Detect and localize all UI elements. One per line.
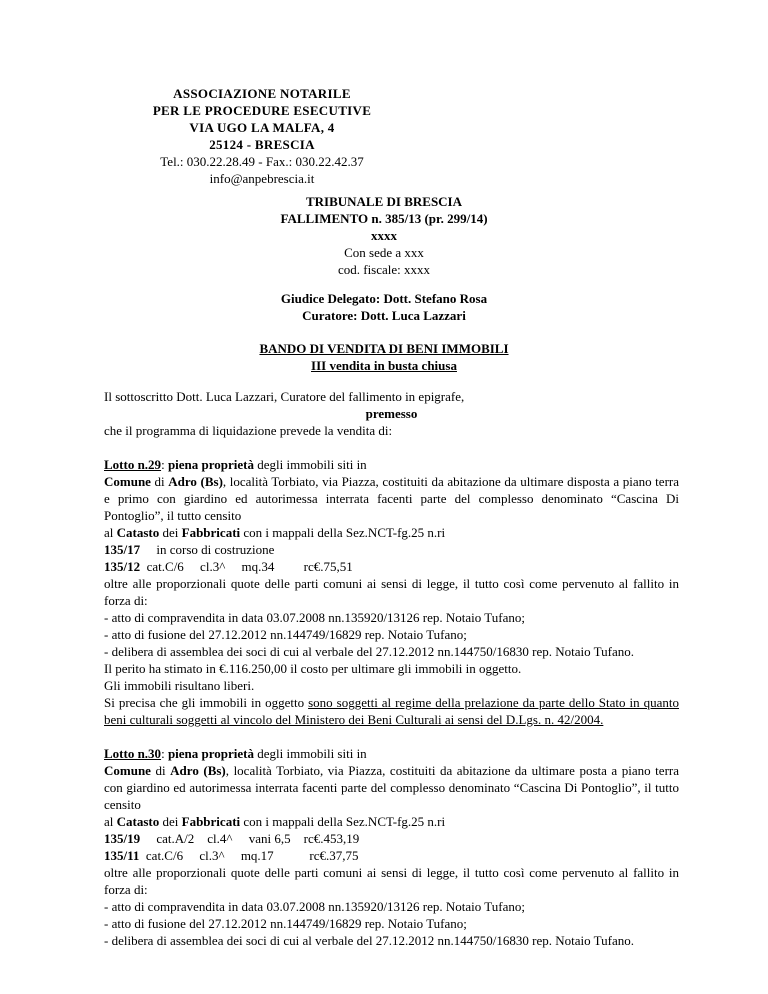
lot-30-label: Lotto n.30 — [104, 746, 162, 761]
association-email: info@anpebrescia.it — [209, 171, 315, 186]
lot-29-status: Gli immobili risultano liberi. — [104, 678, 255, 693]
intro-line-2: che il programma di liquidazione prevede la vendita di: — [104, 423, 393, 438]
lot-29-act-3: - delibera di assemblea dei soci di cui al verbale del 27.12.2012 nn.144750/16830 rep. Notaio Tufano. — [104, 644, 634, 659]
association-phone: Tel.: 030.22.28.49 - Fax.: 030.22.42.37 — [160, 154, 364, 169]
debtor-seat: Con sede a xxx — [344, 245, 424, 260]
association-header — [0, 85, 524, 187]
lot-30-parcel-1: 135/19 cat.A/2 cl.4^ vani 6,5 rc€.453,19 — [104, 831, 360, 846]
lot-29-cadastre: al Catasto dei Fabbricati con i mappali della Sez.NCT-fg.25 n.ri — [104, 525, 446, 540]
lot-29-parcel-1: 135/17 in corso di costruzione — [104, 542, 275, 557]
debtor-name: xxxx — [371, 228, 397, 243]
lot-29-heading: Lotto n.29: piena proprietà degli immobili siti in — [104, 457, 367, 472]
notice-subtitle: III vendita in busta chiusa — [311, 358, 457, 373]
lot-29-estimate: Il perito ha stimato in €.116.250,00 il costo per ultimare gli immobili in oggetto. — [104, 661, 522, 676]
lot-30-act-1: - atto di compravendita in data 03.07.2008 nn.135920/13126 rep. Notaio Tufano; — [104, 899, 525, 914]
notice-title-block — [0, 340, 768, 374]
lot-29-parcel-2: 135/12 cat.C/6 cl.3^ mq.34 rc€.75,51 — [104, 559, 353, 574]
lot-30-act-3: - delibera di assemblea dei soci di cui al verbale del 27.12.2012 nn.144750/16830 rep. Notaio Tufano. — [104, 933, 634, 948]
lot-30-parcel-2: 135/11 cat.C/6 cl.3^ mq.17 rc€.37,75 — [104, 848, 359, 863]
lot-29-act-2: - atto di fusione del 27.12.2012 nn.144749/16829 rep. Notaio Tufano; — [104, 627, 467, 642]
notice-title: BANDO DI VENDITA DI BENI IMMOBILI — [259, 341, 509, 356]
lot-30-act-2: - atto di fusione del 27.12.2012 nn.144749/16829 rep. Notaio Tufano; — [104, 916, 467, 931]
lot-29-act-1: - atto di compravendita in data 03.07.2008 nn.135920/13126 rep. Notaio Tufano; — [104, 610, 525, 625]
document-body — [104, 388, 679, 949]
lot-29-quote: oltre alle proporzionali quote delle parti comuni ai sensi di legge, il tutto così come pervenuto al fallito in forza di: — [104, 576, 679, 608]
bankruptcy-number: FALLIMENTO n. 385/13 (pr. 299/14) — [280, 211, 488, 226]
court-block — [0, 193, 768, 278]
lot-30-cadastre: al Catasto dei Fabbricati con i mappali della Sez.NCT-fg.25 n.ri — [104, 814, 446, 829]
officials-block — [0, 290, 768, 324]
lot-29-note: Si precisa che gli immobili in oggetto sono soggetti al regime della prelazione da parte dello Stato in quanto beni culturali soggetti al vincolo del Ministero dei Beni Culturali ai sensi del D.Lgs. n. 42/2004. — [104, 695, 679, 727]
association-subtitle: PER LE PROCEDURE ESECUTIVE — [152, 103, 372, 118]
association-address: VIA UGO LA MALFA, 4 — [189, 120, 335, 135]
intro-line: Il sottoscritto Dott. Luca Lazzari, Curatore del fallimento in epigrafe, — [104, 389, 465, 404]
premesso-heading: premesso — [365, 406, 418, 421]
lot-30-quote: oltre alle proporzionali quote delle parti comuni ai sensi di legge, il tutto così come pervenuto al fallito in forza di: — [104, 865, 679, 897]
court-name: TRIBUNALE DI BRESCIA — [305, 194, 463, 209]
judge-name: Giudice Delegato: Dott. Stefano Rosa — [280, 291, 488, 306]
curator-name: Curatore: Dott. Luca Lazzari — [302, 308, 466, 323]
association-city: 25124 - BRESCIA — [209, 137, 315, 152]
lot-29-description: Comune di Adro (Bs), località Torbiato, via Piazza, costituiti da abitazione da ultimare disposta a piano terra e primo con giardino ed autorimessa interrata facenti parte del complesso denominato “Cascina Di Pontoglio”, il tutto censito — [104, 474, 679, 523]
lot-30-heading: Lotto n.30: piena proprietà degli immobili siti in — [104, 746, 367, 761]
debtor-tax-code: cod. fiscale: xxxx — [337, 262, 431, 277]
lot-30-description: Comune di Adro (Bs), località Torbiato, via Piazza, costituiti da abitazione da ultimare posta a piano terra con giardino ed autorimessa interrata facenti parte del complesso denominato “Cascina Di Pontoglio”, il tutto censito — [104, 763, 679, 812]
lot-29-label: Lotto n.29 — [104, 457, 162, 472]
association-name: ASSOCIAZIONE NOTARILE — [173, 86, 351, 101]
